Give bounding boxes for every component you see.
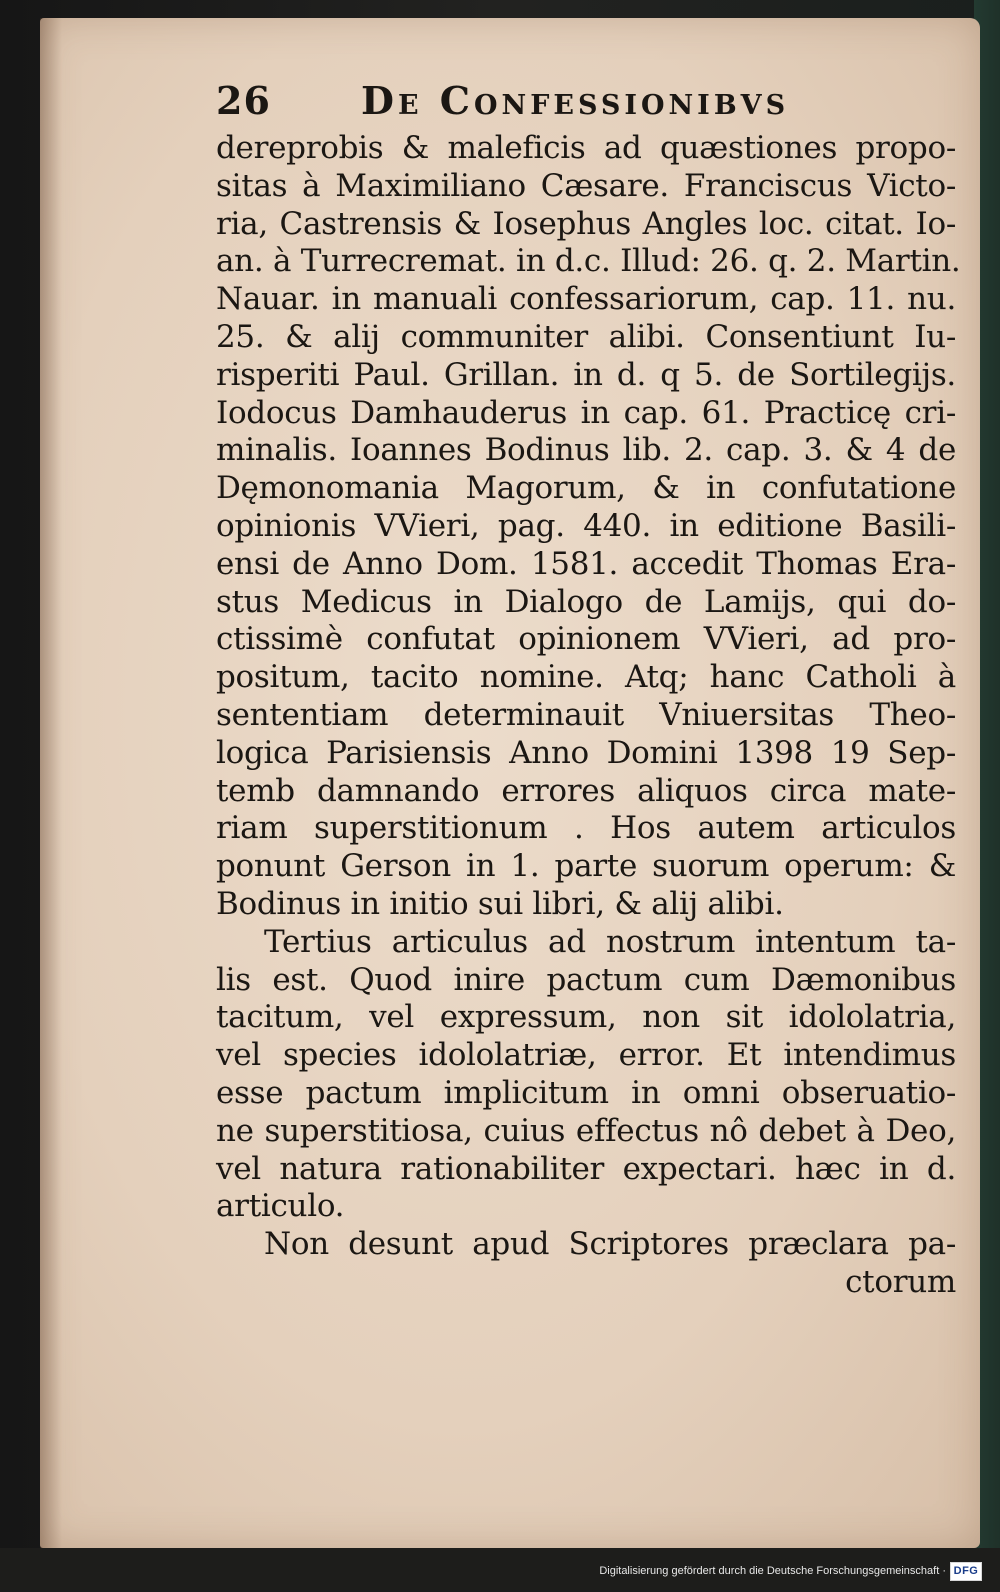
text-line: logica Parisiensis Anno Domini 1398 19 Sep- — [216, 734, 956, 771]
text-line: lis est. Quod inire pactum cum Dæmonibus — [216, 961, 956, 998]
dfg-logo: DFG — [950, 1562, 982, 1581]
page-number: 26 — [216, 78, 271, 123]
text-line: esse pactum implicitum in omni obseruatio- — [216, 1074, 956, 1111]
text-line: Nauar. in manuali confessariorum, cap. 11. nu. — [216, 281, 956, 318]
paragraph-start-line: Tertius articulus ad nostrum intentum ta- — [264, 923, 956, 960]
text-line: risperiti Paul. Grillan. in d. q 5. de Sortilegijs. — [216, 356, 956, 393]
text-line: stus Medicus in Dialogo de Lamijs, qui do- — [216, 583, 956, 620]
funding-credit: Digitalisierung gefördert durch die Deutsche Forschungsgemeinschaft · — [599, 1565, 946, 1577]
text-line: sitas à Maximiliano Cæsare. Franciscus Victo- — [216, 167, 956, 204]
digitization-footer — [0, 1548, 1000, 1592]
body-text — [216, 130, 961, 1302]
text-line: riam superstitionum . Hos autem articulos — [216, 810, 956, 847]
text-line: sententiam determinauit Vniuersitas Theo- — [216, 696, 956, 733]
text-line: an. à Turrecremat. in d.c. Illud: 26. q. 2. Martin. — [216, 243, 961, 280]
text-line: Iodocus Damhauderus in cap. 61. Practicę cri- — [216, 394, 956, 431]
catchword: ctorum — [845, 1263, 956, 1300]
text-line: Dęmonomania Magorum, & in confutatione — [216, 470, 956, 507]
text-line: ensi de Anno Dom. 1581. accedit Thomas Era- — [216, 545, 956, 582]
text-line: temb damnando errores aliquos circa mate- — [216, 772, 956, 809]
running-title: De Confessionibvs — [361, 78, 790, 123]
text-line: ne superstitiosa, cuius effectus nô debet à Deo, — [216, 1112, 956, 1149]
text-line: vel natura rationabiliter expectari. hæc in d. — [216, 1150, 956, 1187]
paragraph-start-line: Non desunt apud Scriptores præclara pa- — [264, 1226, 956, 1263]
text-line: articulo. — [216, 1188, 345, 1225]
text-line: dereprobis & maleficis ad quæstiones propo- — [216, 130, 956, 166]
text-line: ponunt Gerson in 1. parte suorum operum: & — [216, 848, 956, 885]
text-line: ctissimè confutat opinionem VVieri, ad pro- — [216, 621, 956, 658]
page-header — [216, 78, 836, 128]
text-line: 25. & alij communiter alibi. Consentiunt Iu- — [216, 318, 956, 355]
text-line: minalis. Ioannes Bodinus lib. 2. cap. 3. & 4 de — [216, 432, 956, 469]
text-line: opinionis VVieri, pag. 440. in editione Basili- — [216, 507, 956, 544]
text-line: ria, Castrensis & Iosephus Angles loc. citat. Io- — [216, 205, 956, 242]
text-line: Bodinus in initio sui libri, & alij alibi. — [216, 885, 784, 922]
text-line: positum, tacito nomine. Atq; hanc Catholi à — [216, 659, 956, 696]
text-line: tacitum, vel expressum, non sit idololatria, — [216, 999, 956, 1036]
text-line: vel species idololatriæ, error. Et intendimus — [216, 1037, 956, 1074]
